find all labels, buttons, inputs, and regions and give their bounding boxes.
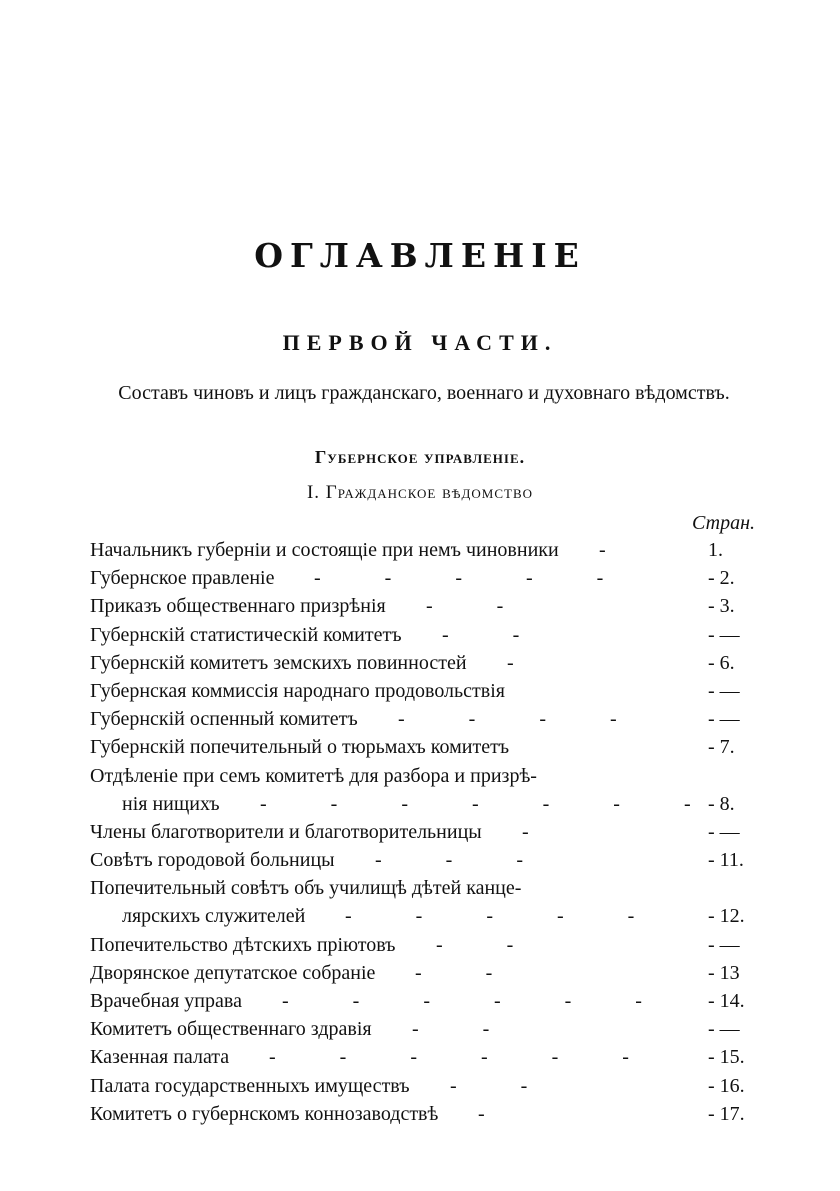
toc-entry-label: Начальникъ губерніи и состоящіе при немъ чиновники [90, 539, 559, 561]
toc-entry [90, 733, 758, 761]
table-of-contents [90, 536, 758, 1128]
toc-entry-page: - 8. [708, 792, 735, 815]
toc-entry-page: - 3. [708, 595, 735, 618]
toc-entry-leader: - - [426, 595, 522, 618]
toc-entry [90, 931, 758, 959]
toc-entry [90, 1100, 758, 1128]
toc-entry [90, 1043, 758, 1071]
toc-entry-label: лярскихъ служителей [122, 905, 306, 928]
toc-entry [90, 790, 758, 818]
toc-entry [90, 564, 758, 592]
toc-entry-page: - 12. [708, 905, 745, 928]
toc-entry-label: Приказъ общественнаго призрѣнія [90, 595, 386, 618]
toc-entry-leader: - - - - [398, 708, 635, 731]
toc-entry-page: - 15. [708, 1046, 745, 1069]
toc-entry-leader: - - - [375, 849, 541, 872]
toc-entry-leader: - - [450, 1074, 546, 1097]
toc-entry-page: - 6. [708, 651, 735, 674]
toc-entry [90, 705, 758, 733]
toc-entry-leader: - - [436, 933, 532, 956]
toc-entry-page: - 16. [708, 1074, 745, 1097]
toc-entry-label: Комитетъ общественнаго здравія [90, 1018, 372, 1041]
toc-entry [90, 621, 758, 649]
toc-entry-page: - — [708, 820, 740, 843]
subsection-heading: I. Гражданское вѣдомство [306, 482, 534, 503]
toc-entry-label: Губернскій попечительный о тюрьмахъ комитетъ [90, 736, 510, 759]
toc-entry-label: Попечительство дѣтскихъ пріютовъ [90, 933, 396, 956]
toc-entry-label: Отдѣленіе при семъ комитетѣ для разбора и призрѣ- [90, 764, 537, 787]
toc-entry [90, 762, 758, 790]
toc-entry-leader: - - - - - - [282, 990, 660, 1012]
toc-entry-leader: - [522, 820, 547, 843]
toc-entry-leader: - [507, 651, 532, 674]
toc-entry-page: - 17. [708, 1102, 745, 1125]
toc-entry-leader: - - - - - - - [260, 792, 709, 815]
toc-entry-page: - — [708, 623, 740, 646]
toc-entry-label: Губернская коммиссія народнаго продовольствія [90, 679, 505, 702]
toc-entry-label: Губернскій оспенный комитетъ [90, 708, 358, 731]
toc-entry [90, 902, 758, 930]
toc-entry-label: Губернскій статистическій комитетъ [90, 623, 402, 646]
toc-entry-label: Губернское правленіе [90, 567, 275, 590]
toc-entry-label: Совѣтъ городовой больницы [90, 849, 335, 872]
toc-entry [90, 677, 758, 705]
toc-entry-page: - — [708, 679, 740, 702]
toc-entry-leader: - - [415, 961, 511, 984]
page-column-header: Стран. [692, 512, 755, 534]
toc-entry [90, 592, 758, 620]
toc-entry [90, 987, 758, 1015]
toc-entry-leader: - - - - - [314, 567, 622, 590]
toc-entry-label: Казенная палата [90, 1046, 230, 1069]
section-heading: Губернское управленіе. [314, 447, 526, 467]
toc-entry-page: - 7. [708, 736, 735, 759]
toc-entry [90, 1072, 758, 1100]
toc-entry-page: 1. [708, 539, 723, 561]
toc-entry-leader: - [478, 1102, 503, 1125]
toc-entry-leader: - - - - - - [269, 1046, 647, 1069]
page-title: ОГЛАВЛЕНІЕ [254, 236, 586, 275]
toc-entry-leader: - - - - - [345, 905, 653, 928]
toc-entry [90, 846, 758, 874]
toc-entry-label: нія нищихъ [122, 792, 220, 815]
toc-entry [90, 874, 758, 902]
toc-entry-label: Комитетъ о губернскомъ коннозаводствѣ [90, 1102, 439, 1125]
toc-entry-page: - — [708, 933, 740, 956]
toc-entry [90, 1015, 758, 1043]
toc-entry-page: - 11. [708, 849, 744, 872]
toc-entry [90, 818, 758, 846]
toc-entry-page: - — [708, 1018, 740, 1041]
toc-entry-label: Дворянское депутатское собраніе [90, 961, 376, 984]
toc-entry [90, 649, 758, 677]
toc-entry-page: - — [708, 708, 740, 731]
toc-entry-leader: - - [412, 1018, 508, 1041]
toc-entry-page: - 14. [708, 990, 745, 1012]
toc-entry-label: Попечительный совѣтъ объ училищѣ дѣтей канце- [90, 877, 522, 900]
toc-entry-page: - 2. [708, 567, 735, 590]
toc-entry-label: Члены благотворители и благотворительницы [90, 820, 482, 843]
part-subtitle: ПЕРВОЙ ЧАСТИ. [282, 330, 558, 355]
toc-entry-label: Губернскій комитетъ земскихъ повинностей [90, 651, 467, 674]
toc-entry-leader: - - [442, 623, 538, 646]
intro-text: Составъ чиновъ и лицъ гражданскаго, военнаго и духовнаго вѣдомствъ. [118, 382, 730, 404]
toc-entry-label: Палата государственныхъ имуществъ [90, 1074, 410, 1097]
toc-entry-page: - 13 [708, 961, 740, 984]
toc-entry [90, 959, 758, 987]
toc-entry-label: Врачебная управа [90, 990, 242, 1012]
toc-entry-leader: - [599, 539, 624, 561]
toc-entry [90, 536, 758, 564]
